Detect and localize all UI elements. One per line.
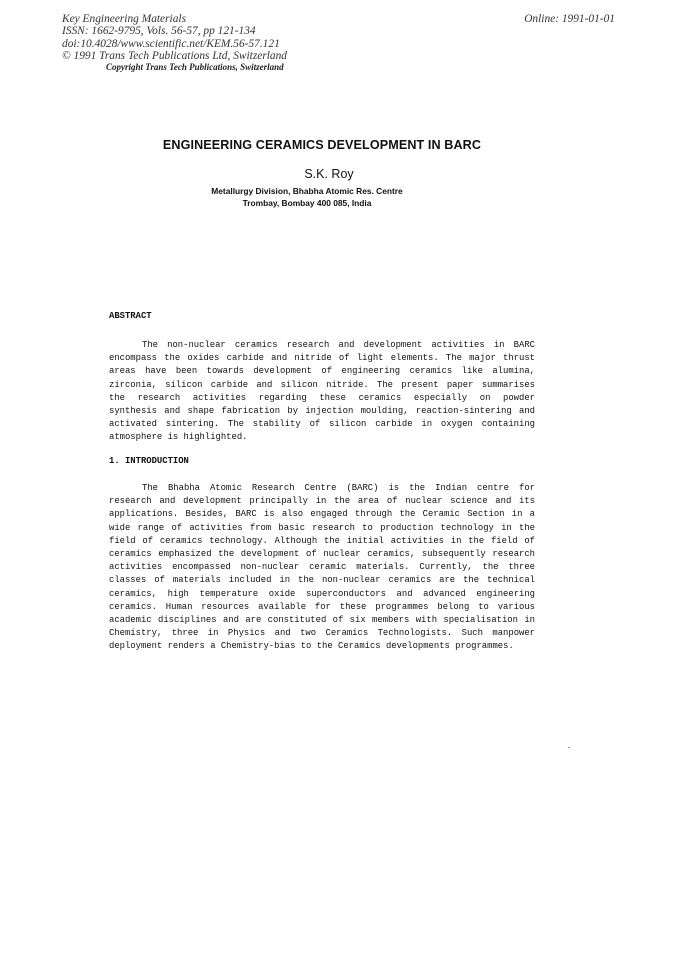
introduction-body: [109, 482, 535, 654]
issn-line: ISSN: 1662-9795, Vols. 56-57, pp 121-134: [62, 25, 256, 38]
text-line: Chemistry, three in Physics and two Ceramics Technologists. Such manpower: [109, 628, 535, 639]
text-line: zirconia, silicon carbide and silicon nitride. The present paper summarises: [109, 379, 535, 390]
text-line: activated sintering. The stability of silicon carbide in oxygen containing: [109, 419, 535, 430]
publisher-line: © 1991 Trans Tech Publications Ltd, Switzerland: [62, 50, 287, 63]
text-line: synthesis and shape fabrication by injection moulding, reaction-sintering and: [109, 406, 535, 417]
affiliation-line-2: Trombay, Bombay 400 085, India: [242, 198, 372, 208]
paper-title: ENGINEERING CERAMICS DEVELOPMENT IN BARC: [162, 138, 482, 152]
text-line: field of ceramics technology. Although the initial activities in the field of: [109, 535, 535, 546]
text-line: wide range of activities from basic research to production technology in the: [109, 522, 535, 533]
text-line: research and development principally in the area of nuclear science and its: [109, 496, 535, 507]
text-line: areas have been towards development of engineering ceramics like alumina,: [109, 366, 535, 377]
online-date: Online: 1991-01-01: [524, 13, 615, 25]
affiliation-line-1: Metallurgy Division, Bhabha Atomic Res. Centre: [211, 186, 403, 196]
text-line: The non-nuclear ceramics research and development activities in BARC: [142, 340, 535, 350]
text-line: atmosphere is highlighted.: [109, 432, 248, 443]
text-line: ceramics, high temperature oxide superconductors and advanced engineering: [109, 588, 535, 599]
journal-name: Key Engineering Materials: [62, 13, 187, 25]
abstract-body: [109, 339, 535, 445]
doi-line[interactable]: doi:10.4028/www.scientific.net/KEM.56-57.121: [62, 37, 280, 50]
journal-header: [62, 13, 287, 63]
scan-speck: [568, 747, 570, 748]
introduction-heading: 1. INTRODUCTION: [109, 456, 189, 466]
text-line: ceramics emphasized the development of nuclear ceramics, subsequently research: [109, 549, 535, 560]
text-line: activities encompassed non-nuclear ceramic materials. Currently, the three: [109, 562, 535, 573]
abstract-heading: ABSTRACT: [109, 311, 152, 321]
text-line: encompass the oxides carbide and nitride of light elements. The major thrust: [109, 353, 535, 364]
text-line: academic disciplines and are constituted of six members with specialisation in: [109, 615, 535, 626]
text-line: deployment renders a Chemistry-bias to the Ceramics developments programmes.: [109, 641, 514, 652]
text-line: The Bhabha Atomic Research Centre (BARC) is the Indian centre for: [142, 483, 535, 493]
author-affiliation: [0, 185, 614, 209]
text-line: the research activities regarding these ceramics especially on powder: [109, 392, 535, 403]
text-line: applications. Besides, BARC is also engaged through the Ceramic Section in a: [109, 509, 535, 520]
text-line: ceramics. Human resources available for these programmes belong to various: [109, 601, 535, 612]
text-line: classes of materials included in the non-nuclear ceramics are the technical: [109, 575, 535, 586]
paper-author: S.K. Roy: [304, 167, 354, 181]
copyright-stamp: Copyright Trans Tech Publications, Switzerland: [106, 62, 284, 72]
